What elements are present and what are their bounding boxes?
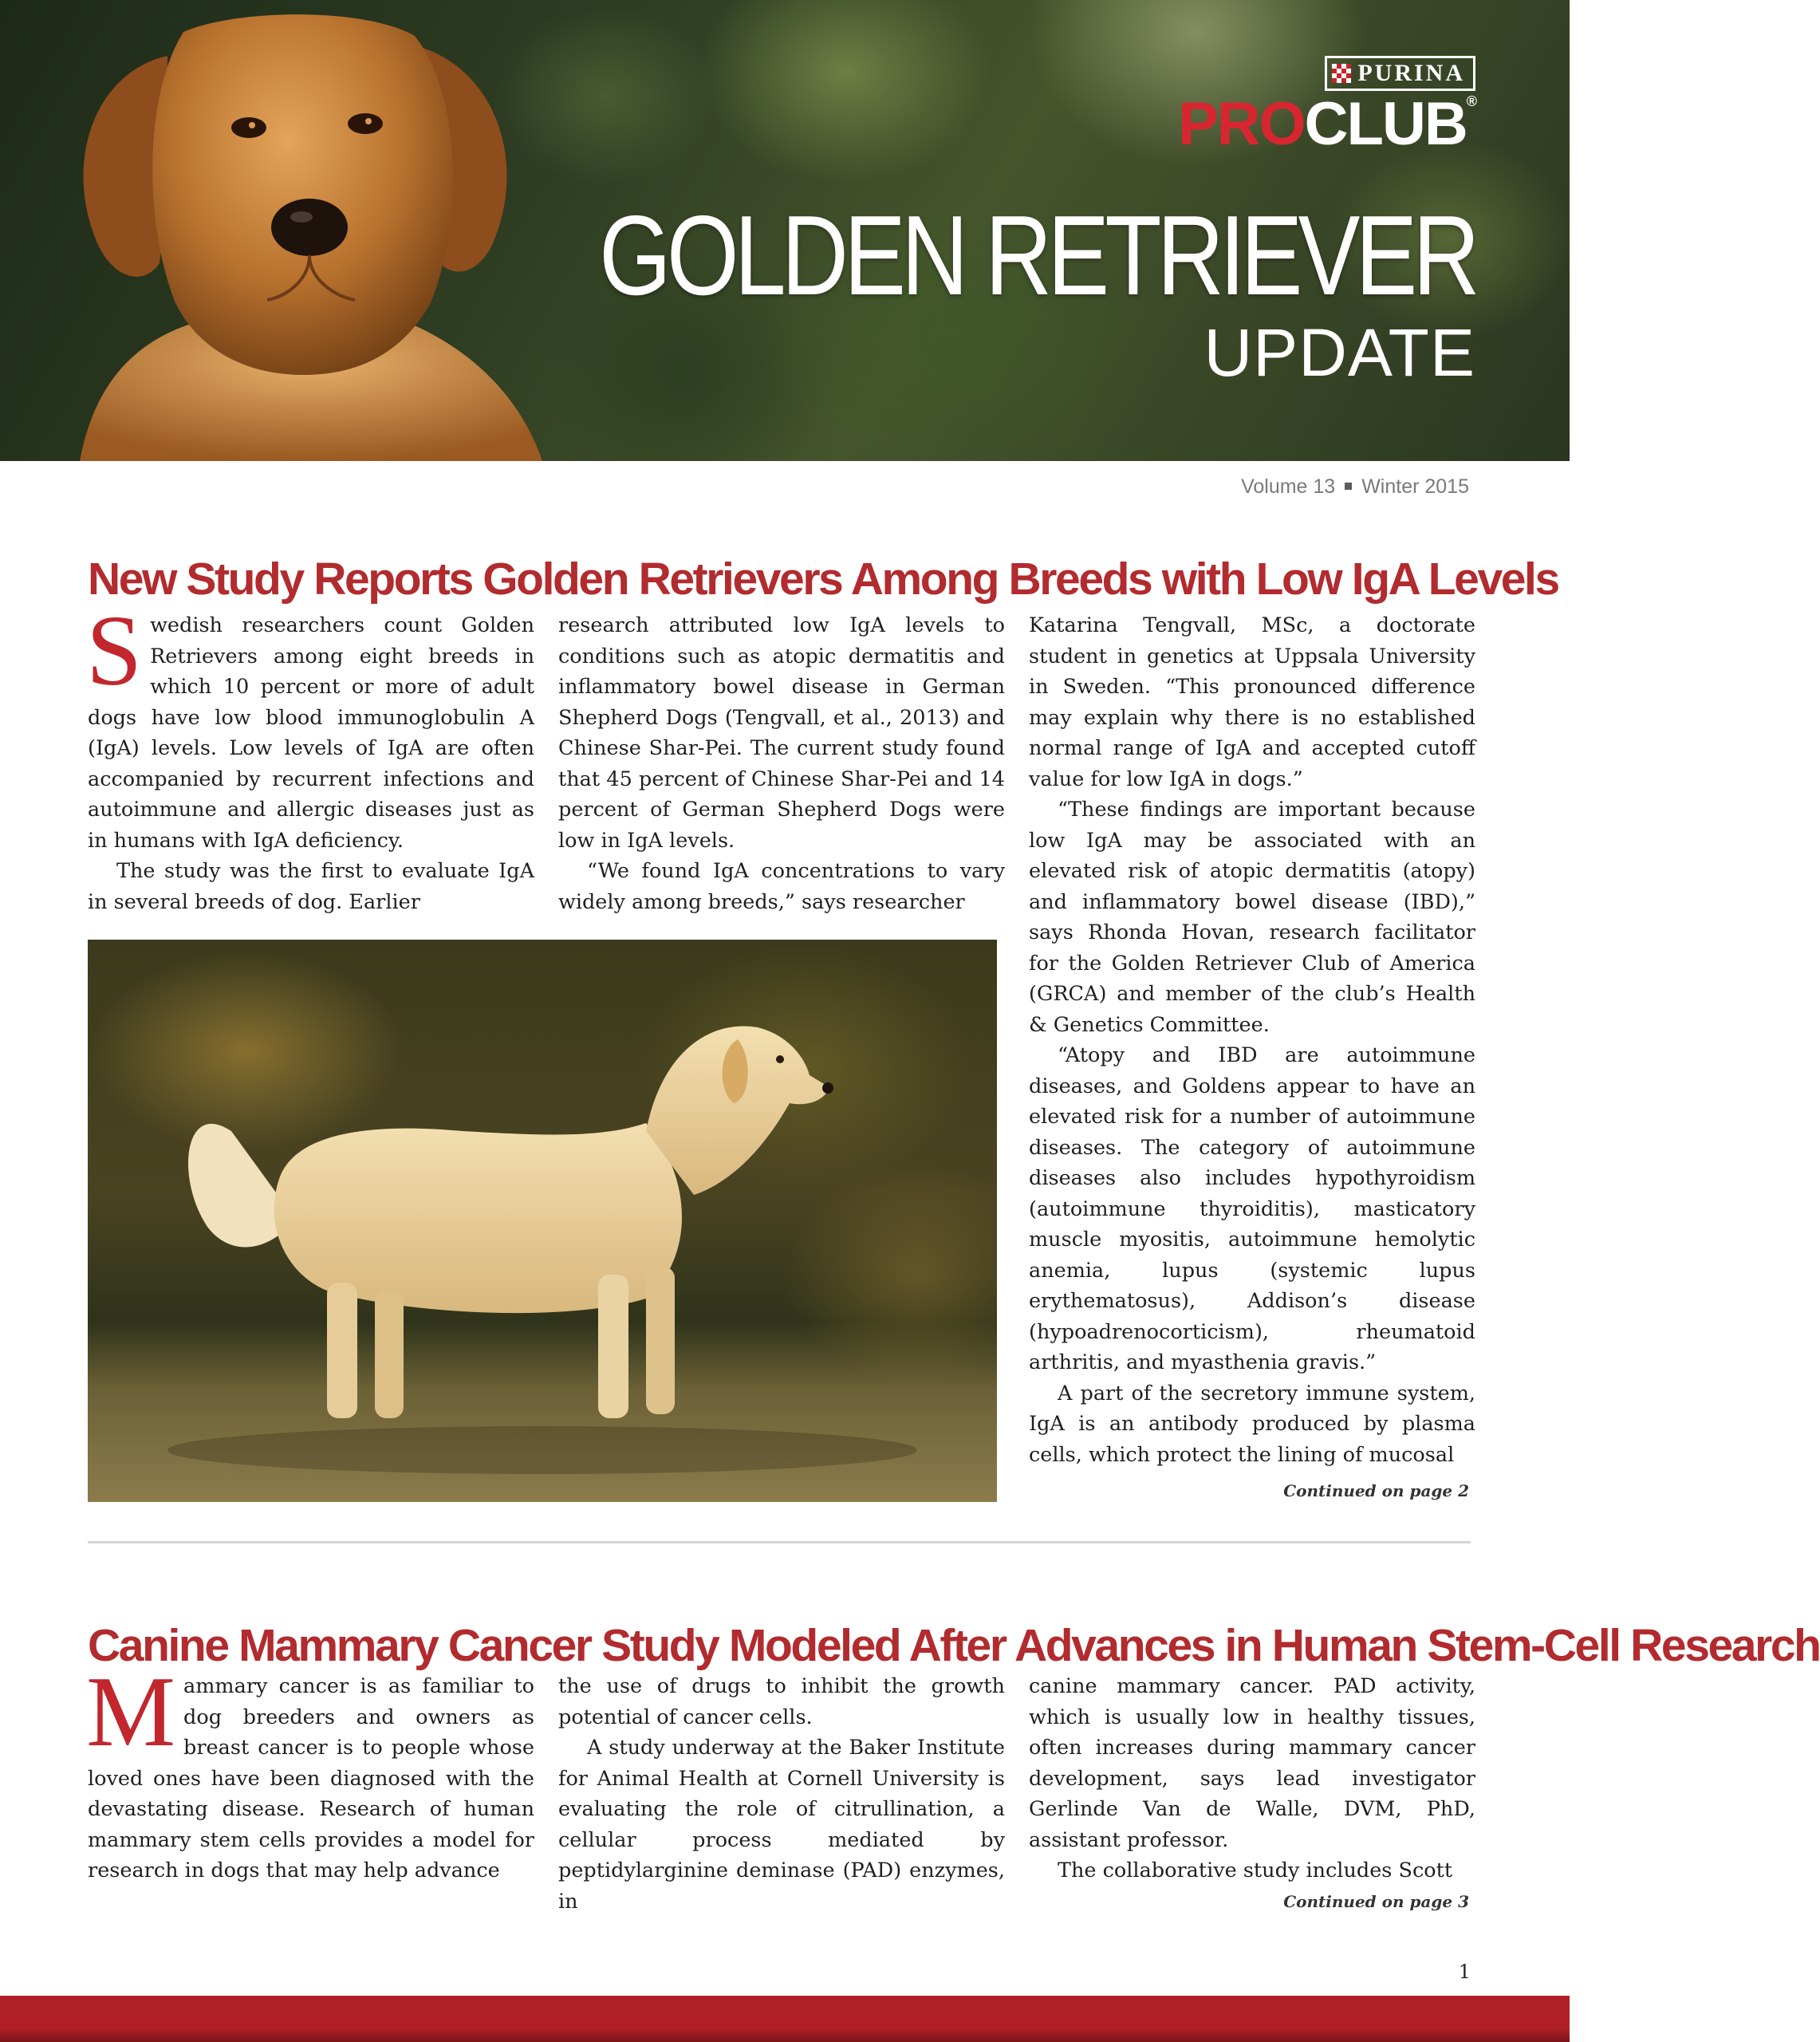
purina-logo [1325, 56, 1475, 91]
footer-bar [0, 1996, 1570, 2042]
publication-title: GOLDEN RETRIEVER [599, 192, 1475, 319]
standing-dog-illustration [88, 940, 997, 1502]
paragraph: canine mammary cancer. PAD activity, which is usually low in healthy tissues, often increases during mammary cancer development, says lead investigator Gerlinde Van de Walle, DVM, PhD, assistant professor. [1029, 1674, 1475, 1852]
paragraph: ammary cancer is as familiar to dog breeders and owners as breast cancer is to people whose loved ones have been diagnosed with the devastating disease. Research of human mammary stem cells provides a model for research in dogs that may help advance [88, 1674, 534, 1882]
publication-subtitle: UPDATE [1203, 315, 1475, 390]
golden-retriever-portrait [48, 0, 558, 461]
pro-club-wordmark [1177, 90, 1475, 158]
article-1-column-2 [558, 610, 1005, 921]
paragraph: wedish researchers count Golden Retrievers among eight breeds in which 10 percent or more of adult dogs have low blood immunoglobulin A (IgA) levels. Low levels of IgA are often accompanied by recurrent infections and autoimmune and allergic diseases just as in humans with IgA deficiency. [88, 613, 534, 853]
issue-season: Winter 2015 [1361, 475, 1469, 498]
article-2-column-2 [558, 1671, 1005, 1914]
golden-retriever-photo [88, 940, 997, 1502]
club-wordmark: CLUB [1304, 90, 1467, 158]
volume-number: Volume 13 [1241, 475, 1336, 498]
paragraph: The study was the first to evaluate IgA in several breeds of dog. Earlier [88, 859, 534, 914]
article-2-headline: Canine Mammary Cancer Study Modeled After Advances in Human Stem-Cell Research [88, 1620, 1820, 1672]
article-1-column-3 [1029, 610, 1475, 1472]
section-divider [88, 1541, 1471, 1543]
registered-mark: ® [1466, 93, 1475, 109]
bullet-separator [1345, 483, 1352, 490]
purina-pro-club-logo [1177, 56, 1475, 158]
page-number: 1 [1458, 1961, 1471, 1983]
article-1-headline: New Study Reports Golden Retrievers Among Breeds with Low IgA Levels [88, 554, 1558, 605]
drop-cap: M [86, 1657, 176, 1768]
checkerboard-icon [1332, 64, 1351, 83]
paragraph: A part of the secretory immune system, IgA is an antibody produced by plasma cells, which protect the lining of mucosal [1029, 1381, 1475, 1467]
issue-info [1241, 475, 1469, 499]
article-2-column-3 [1029, 1671, 1475, 1890]
drop-cap: S [86, 596, 143, 707]
pro-wordmark: PRO [1177, 90, 1305, 158]
paragraph: “We found IgA concentrations to vary widely among breeds,” says researcher [558, 859, 1005, 914]
article-2-continued[interactable]: Continued on page 3 [1283, 1892, 1469, 1911]
masthead [0, 0, 1570, 461]
paragraph: “These findings are important because low IgA may be associated with an elevated risk of atopic dermatitis (atopy) and inflammatory bowel disease (IBD),” says Rhonda Hovan, research facilitator for the Golden Retriever Club of America (GRCA) and member of the club’s Health & Genetics Committee. [1029, 798, 1475, 1037]
paragraph: “Atopy and IBD are autoimmune diseases, and Goldens appear to have an elevated risk for a number of autoimmune diseases. The category of autoimmune diseases also includes hypothyroidism (autoimmune thyroiditis), masticatory muscle myositis, autoimmune hemolytic anemia, lupus (systemic lupus erythematosus), Addison’s disease (hypoadrenocorticism), rheumatoid arthritis, and myasthenia gravis.” [1029, 1043, 1475, 1374]
paragraph: research attributed low IgA levels to conditions such as atopic dermatitis and inflammatory bowel disease in German Shepherd Dogs (Tengvall, et al., 2013) and Chinese Shar-Pei. The current study found that 45 percent of Chinese Shar-Pei and 14 percent of German Shepherd Dogs were low in IgA levels. [558, 613, 1005, 853]
paragraph: A study underway at the Baker Institute for Animal Health at Cornell University is evaluating the role of citrullination, a cellular process mediated by peptidylarginine deminase (PAD) enzymes, in [558, 1736, 1005, 1914]
purina-wordmark: PURINA [1357, 60, 1465, 86]
paragraph: the use of drugs to inhibit the growth potential of cancer cells. [558, 1674, 1005, 1729]
article-1-column-1 [86, 596, 534, 921]
article-1-continued[interactable]: Continued on page 2 [1283, 1481, 1469, 1500]
paragraph: Katarina Tengvall, MSc, a doctorate student in genetics at Uppsala University in Sweden. “This pronounced difference may explain why there is no established normal range of IgA and accepted cutoff value for low IgA in dogs.” [1029, 613, 1475, 791]
article-2-column-1 [86, 1657, 534, 1890]
paragraph: The collaborative study includes Scott [1058, 1859, 1453, 1882]
